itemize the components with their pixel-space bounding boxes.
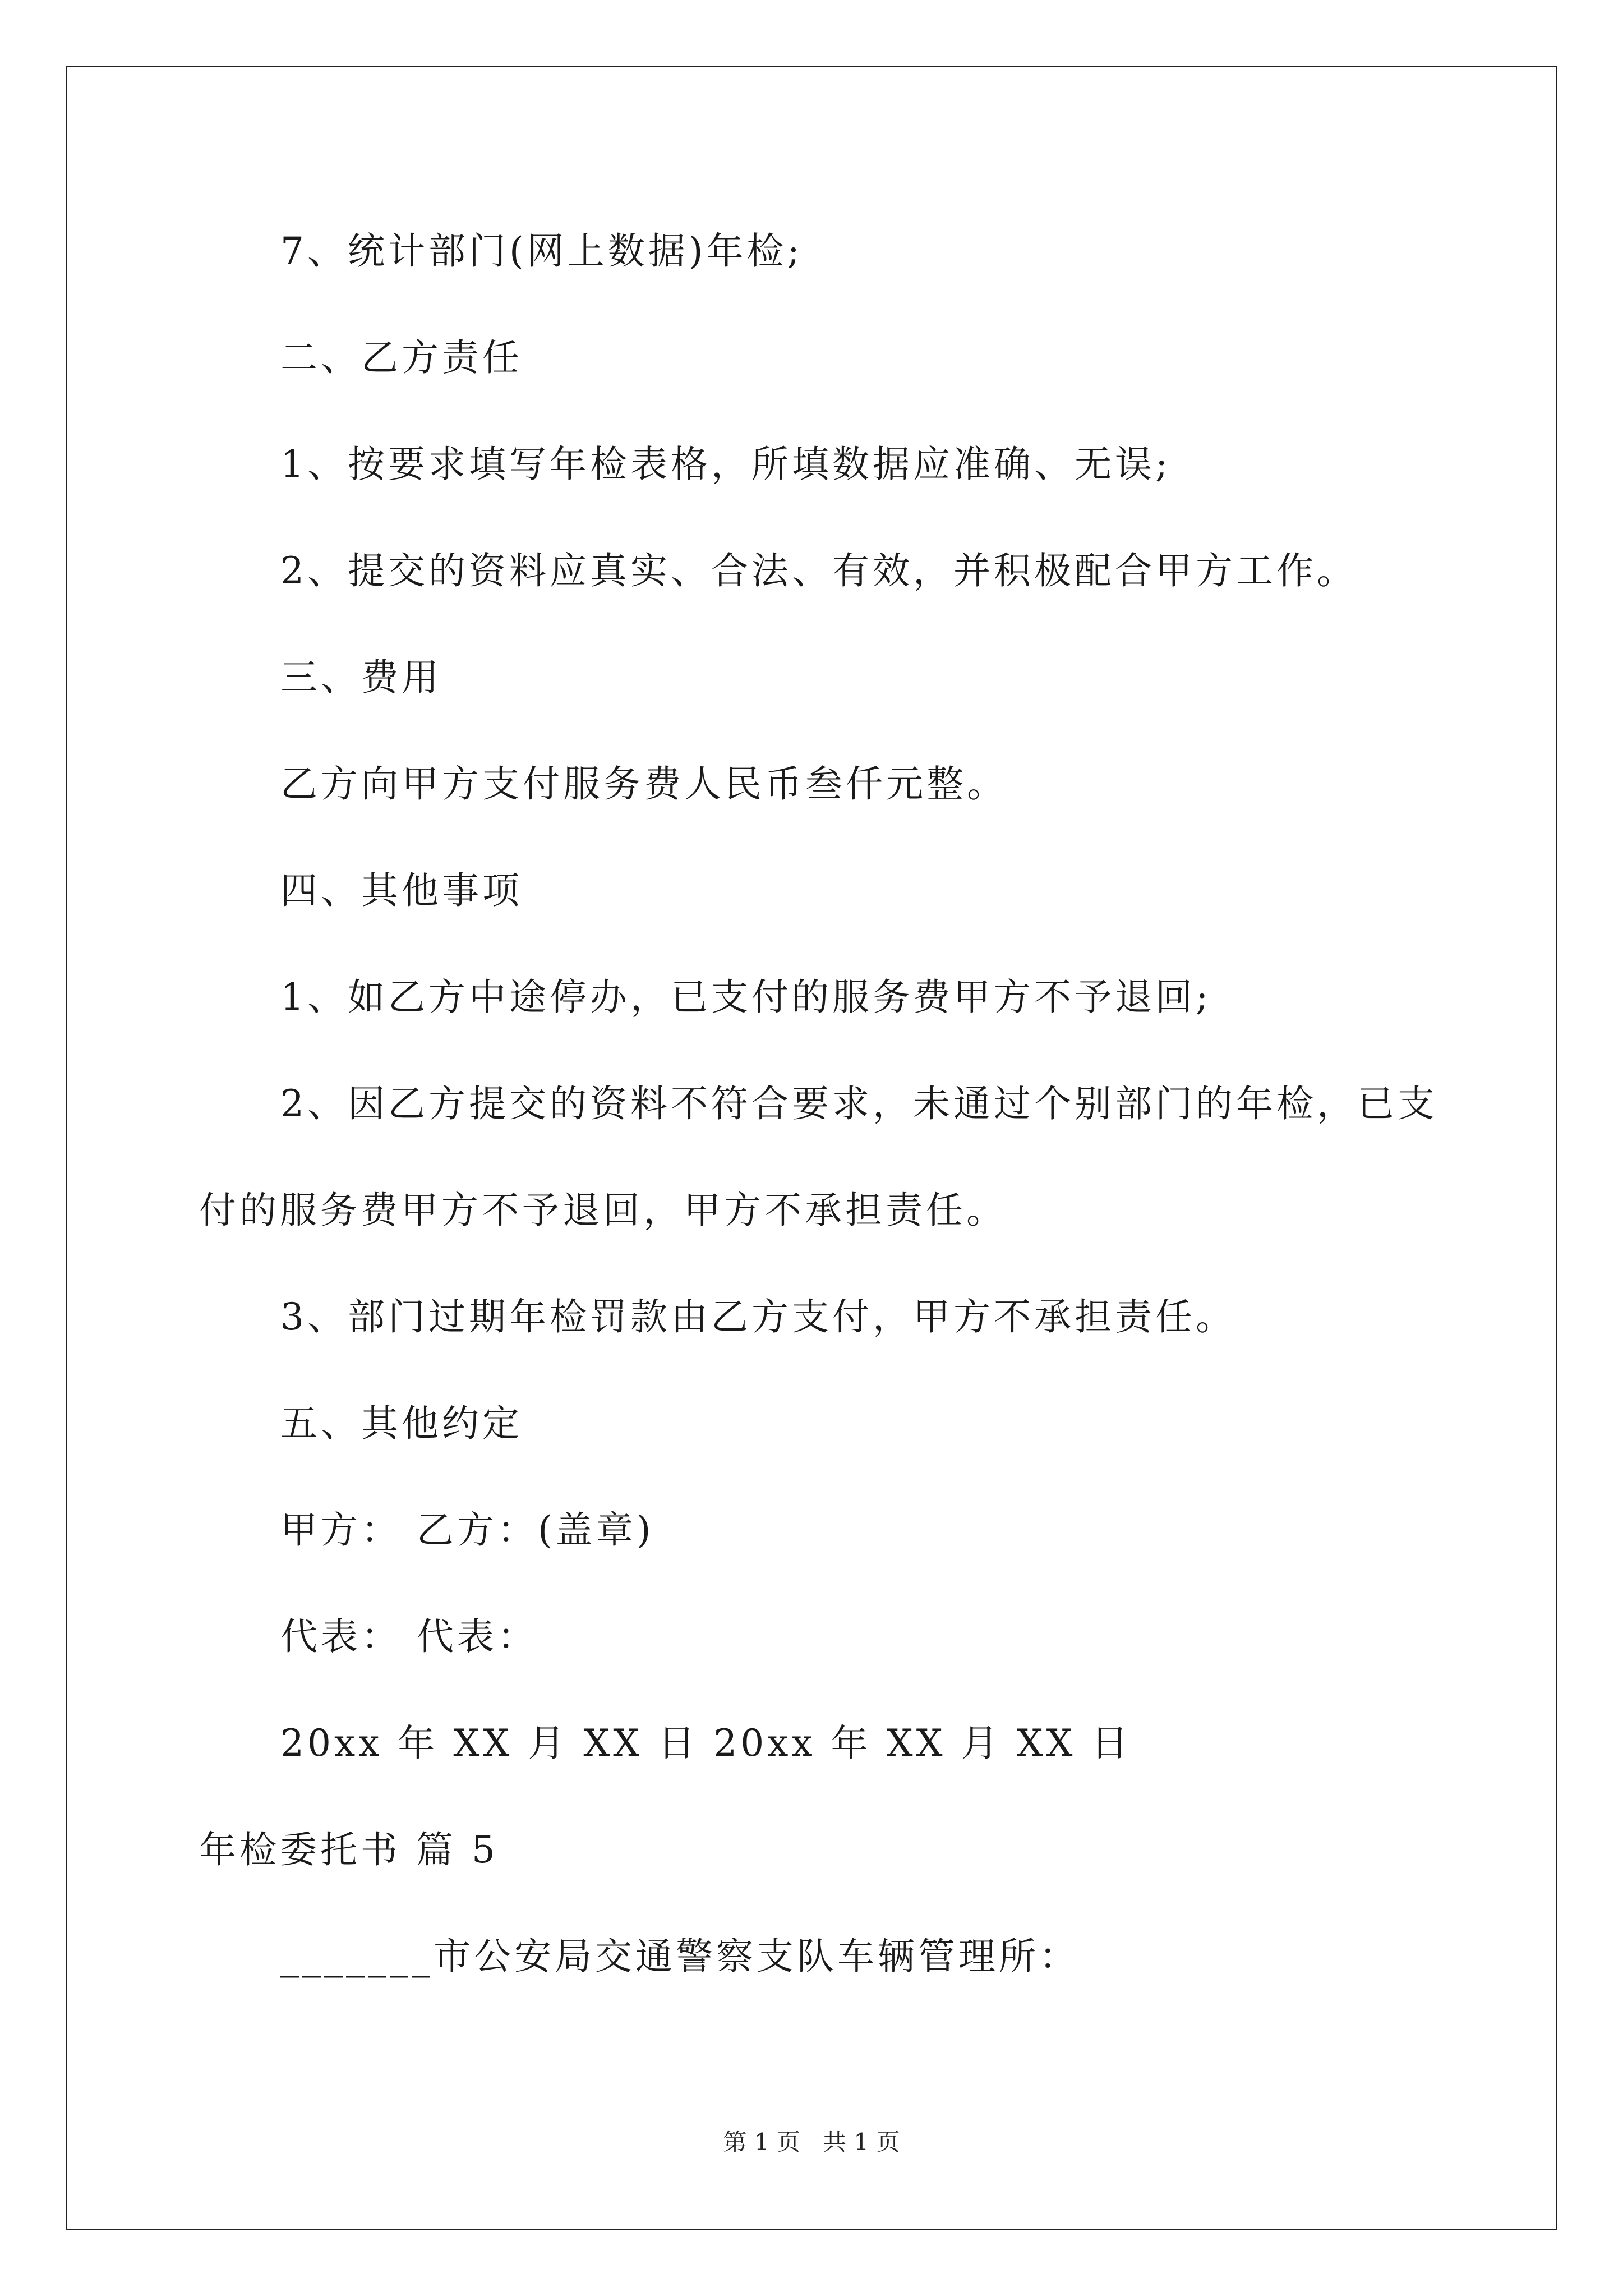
date-line: 20xx 年 XX 月 XX 日 20xx 年 XX 月 XX 日 — [280, 1722, 1132, 1765]
matter-1-line: 1、如乙方中途停办，已支付的服务费甲方不予退回; — [280, 976, 1212, 1019]
matter-3-line: 3、部门过期年检罚款由乙方支付，甲方不承担责任。 — [280, 1295, 1236, 1338]
matter-2-continuation-line: 付的服务费甲方不予退回，甲方不承担责任。 — [199, 1189, 1007, 1232]
section-heading-other-matters: 四、其他事项 — [280, 869, 523, 912]
clause-7-line: 7、统计部门(网上数据)年检; — [280, 229, 803, 273]
duty-2-line: 2、提交的资料应真实、合法、有效，并积极配合甲方工作。 — [280, 549, 1357, 592]
fee-line: 乙方向甲方支付服务费人民币叁仟元整。 — [280, 762, 1007, 806]
representatives-line: 代表： 代表： — [280, 1615, 538, 1658]
matter-2-line: 2、因乙方提交的资料不符合要求，未通过个别部门的年检，已支 — [280, 1082, 1438, 1125]
section-heading-fees: 三、费用 — [280, 656, 442, 699]
page-number-footer: 第 1 页 共 1 页 — [723, 2128, 900, 2156]
page-border — [66, 66, 1557, 2230]
article-title: 年检委托书 篇 5 — [199, 1828, 499, 1871]
section-heading-other-agreements: 五、其他约定 — [280, 1402, 523, 1445]
signature-parties-line: 甲方： 乙方：(盖章) — [280, 1508, 654, 1552]
duty-1-line: 1、按要求填写年检表格，所填数据应准确、无误; — [280, 443, 1172, 486]
section-heading-party-b-duties: 二、乙方责任 — [280, 336, 523, 379]
addressee-line: _______市公安局交通警察支队车辆管理所： — [280, 1935, 1080, 1978]
